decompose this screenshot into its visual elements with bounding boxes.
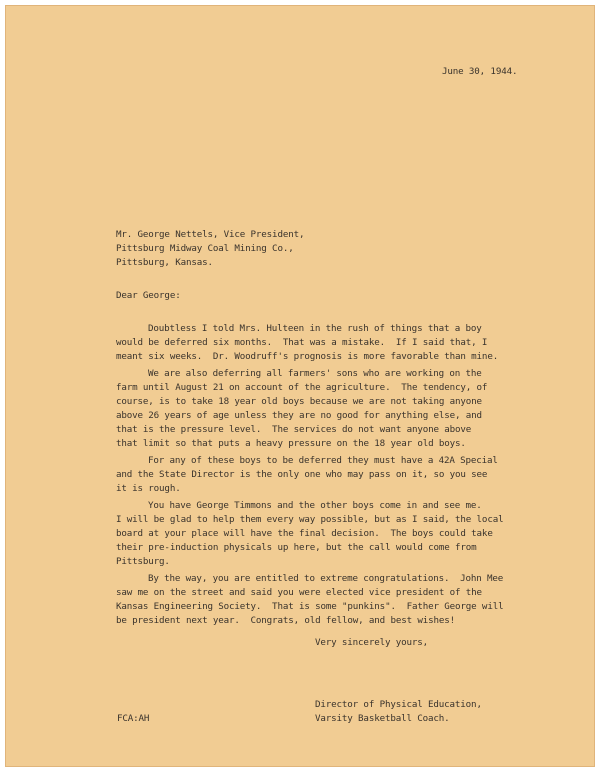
paragraph-line: farm until August 21 on account of the agriculture. The tendency, of xyxy=(116,382,488,393)
paragraph-line: that limit so that puts a heavy pressure on the 18 year old boys. xyxy=(116,438,466,449)
paragraph-line: Kansas Engineering Society. That is some "punkins". Father George will xyxy=(116,601,504,612)
paragraph-line: We are also deferring all farmers' sons who are working on the xyxy=(148,368,482,379)
paragraph-line: By the way, you are entitled to extreme congratulations. John Mee xyxy=(148,573,504,584)
paragraph-line: For any of these boys to be deferred they must have a 42A Special xyxy=(148,455,498,466)
signature-line: Director of Physical Education, xyxy=(315,699,482,710)
address-line: Pittsburg, Kansas. xyxy=(116,257,213,268)
letter-date: June 30, 1944. xyxy=(442,66,518,77)
paragraph-line: and the State Director is the only one who may pass on it, so you see xyxy=(116,469,488,480)
paragraph-line: be president next year. Congrats, old fellow, and best wishes! xyxy=(116,615,456,626)
address-line: Pittsburg Midway Coal Mining Co., xyxy=(116,243,294,254)
salutation: Dear George: xyxy=(116,290,181,301)
closing: Very sincerely yours, xyxy=(315,637,429,648)
paragraph-line: Doubtless I told Mrs. Hulteen in the rush of things that a boy xyxy=(148,323,482,334)
paragraph-line: board at your place will have the final decision. The boys could take xyxy=(116,528,493,539)
paragraph-line: their pre-induction physicals up here, but the call would come from xyxy=(116,542,477,553)
paragraph-line: course, is to take 18 year old boys because we are not taking anyone xyxy=(116,396,482,407)
paragraph-line: Pittsburg. xyxy=(116,556,170,567)
paragraph-line: that is the pressure level. The services do not want anyone above xyxy=(116,424,472,435)
paragraph-line: would be deferred six months. That was a mistake. If I said that, I xyxy=(116,337,488,348)
paragraph-line: You have George Timmons and the other boys come in and see me. xyxy=(148,500,482,511)
paragraph-line: it is rough. xyxy=(116,483,181,494)
typist-initials: FCA:AH xyxy=(117,713,150,724)
address-line: Mr. George Nettels, Vice President, xyxy=(116,229,305,240)
signature-line: Varsity Basketball Coach. xyxy=(315,713,450,724)
paragraph-line: saw me on the street and said you were elected vice president of the xyxy=(116,587,482,598)
paragraph-line: meant six weeks. Dr. Woodruff's prognosis is more favorable than mine. xyxy=(116,351,499,362)
paragraph-line: above 26 years of age unless they are no good for anything else, and xyxy=(116,410,482,421)
paragraph-line: I will be glad to help them every way possible, but as I said, the local xyxy=(116,514,504,525)
